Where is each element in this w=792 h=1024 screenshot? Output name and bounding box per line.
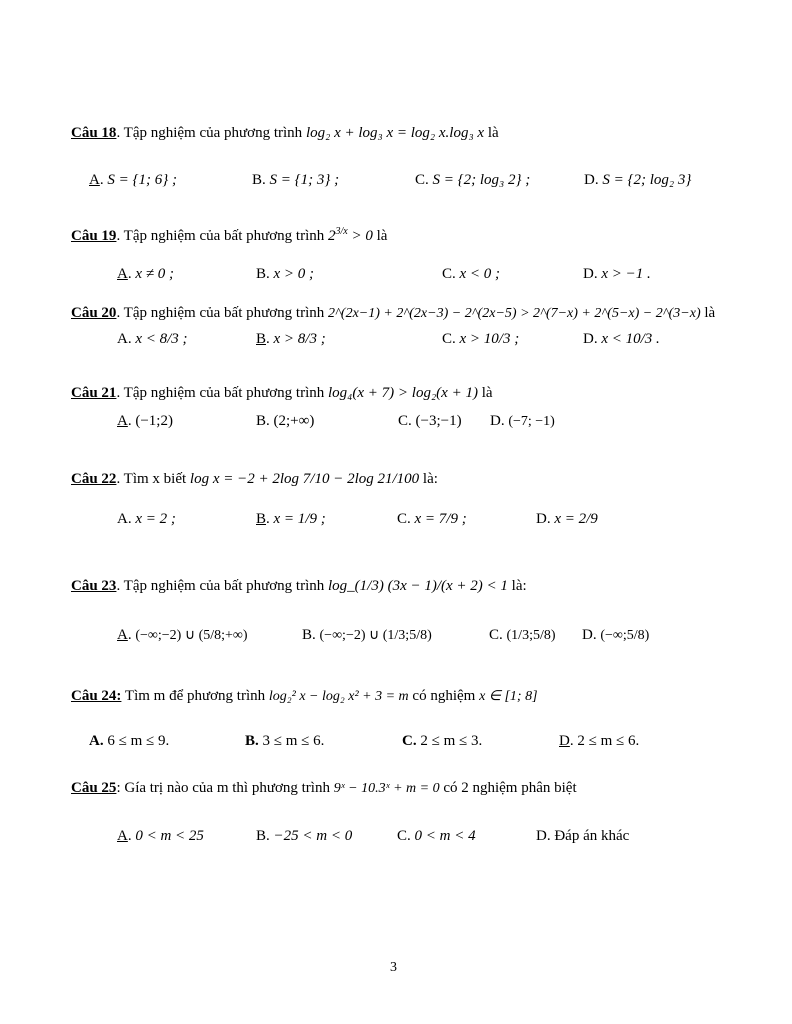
option-a[interactable]: A. 6 ≤ m ≤ 9. [89, 733, 170, 749]
question-math: log x = −2 + 2log 7/10 − 2log 21/100 [189, 471, 420, 487]
option-b[interactable]: B. S = {1; 3} ; [252, 172, 340, 188]
option-c[interactable]: C. 2 ≤ m ≤ 3. [402, 733, 483, 749]
option-b[interactable]: B. (−∞;−2) ∪ (1/3;5/8) [302, 627, 432, 643]
option-c[interactable]: C. S = {2; log₃ 2} ; [415, 172, 531, 188]
question-21: Câu 21. Tập nghiệm của bất phương trình log₄(x + 7) > log₂(x + 1) là [71, 385, 493, 401]
option-d[interactable]: D. x = 2/9 [536, 511, 598, 527]
option-d[interactable]: D. (−7; −1) [490, 413, 555, 429]
question-20: Câu 20. Tập nghiệm của bất phương trình 2^(2x−1) + 2^(2x−3) − 2^(2x−5) > 2^(7−x) + 2^(5−x) − 2^(3−x) là [71, 305, 716, 321]
question-24: Câu 24: Tìm m để phương trình log₂² x − log₂ x² + 3 = m có nghiệm x ∈ [1; 8] [71, 688, 538, 704]
option-a[interactable]: A. x ≠ 0 ; [117, 266, 174, 282]
question-text: . Tập nghiệm của phương trình [116, 125, 303, 141]
question-18 [71, 125, 499, 142]
question-label: Câu 18 [71, 125, 117, 141]
option-c[interactable]: C. (−3;−1) [398, 413, 462, 429]
question-math: 9ˣ − 10.3ˣ + m = 0 [333, 781, 440, 796]
option-d[interactable]: D. 2 ≤ m ≤ 6. [559, 733, 640, 749]
question-suffix: là [487, 125, 499, 141]
question-25: Câu 25: Gía trị nào của m thì phương trình 9ˣ − 10.3ˣ + m = 0 có 2 nghiệm phân biệt [71, 780, 577, 796]
page-number: 3 [390, 960, 397, 975]
option-d[interactable]: D. Đáp án khác [536, 828, 630, 844]
question-math: log₂² x − log₂ x² + 3 = m [268, 689, 409, 704]
option-b[interactable]: B. x > 0 ; [256, 266, 315, 282]
option-a[interactable]: A. x = 2 ; [117, 511, 176, 527]
option-a[interactable]: A. (−∞;−2) ∪ (5/8;+∞) [117, 627, 248, 643]
option-c[interactable]: C. (1/3;5/8) [489, 627, 556, 643]
question-23: Câu 23. Tập nghiệm của bất phương trình log_(1/3) (3x − 1)/(x + 2) < 1 là: [71, 578, 527, 594]
option-b[interactable]: B. −25 < m < 0 [256, 828, 353, 844]
option-c[interactable]: C. x < 0 ; [442, 266, 501, 282]
option-d[interactable]: D. x < 10/3 . [583, 331, 660, 347]
question-22: Câu 22. Tìm x biết log x = −2 + 2log 7/10 − 2log 21/100 là: [71, 471, 438, 487]
option-d[interactable]: D. x > −1 . [583, 266, 651, 282]
option-c[interactable]: C. x = 7/9 ; [397, 511, 467, 527]
option-d[interactable]: D. S = {2; log₂ 3} [584, 172, 692, 188]
question-math: log_(1/3) (3x − 1)/(x + 2) < 1 [328, 578, 508, 594]
option-a[interactable]: A. S = {1; 6} ; [89, 172, 177, 188]
option-b[interactable]: B. (2;+∞) [256, 413, 315, 429]
option-c[interactable]: C. x > 10/3 ; [442, 331, 520, 347]
option-a[interactable]: A. (−1;2) [117, 413, 173, 429]
option-a[interactable]: A. 0 < m < 25 [117, 828, 204, 844]
option-b[interactable]: B. x > 8/3 ; [256, 331, 326, 347]
question-math: log₂ x + log₃ x = log₂ x.log₃ x [305, 125, 485, 141]
question-math: log₄(x + 7) > log₂(x + 1) [328, 385, 478, 401]
question-math: $2^{3/x}$ [328, 226, 348, 244]
option-b[interactable]: B. 3 ≤ m ≤ 6. [245, 733, 325, 749]
option-c[interactable]: C. 0 < m < 4 [397, 828, 476, 844]
question-math: 2^(2x−1) + 2^(2x−3) − 2^(2x−5) > 2^(7−x) + 2^(5−x) − 2^(3−x) [328, 306, 701, 321]
option-d[interactable]: D. (−∞;5/8) [582, 627, 650, 643]
option-a[interactable]: A. x < 8/3 ; [117, 331, 188, 347]
option-b[interactable]: B. x = 1/9 ; [256, 511, 326, 527]
question-19: Câu 19. Tập nghiệm của bất phương trình $2^{3/x} > 0$ là [71, 226, 388, 244]
